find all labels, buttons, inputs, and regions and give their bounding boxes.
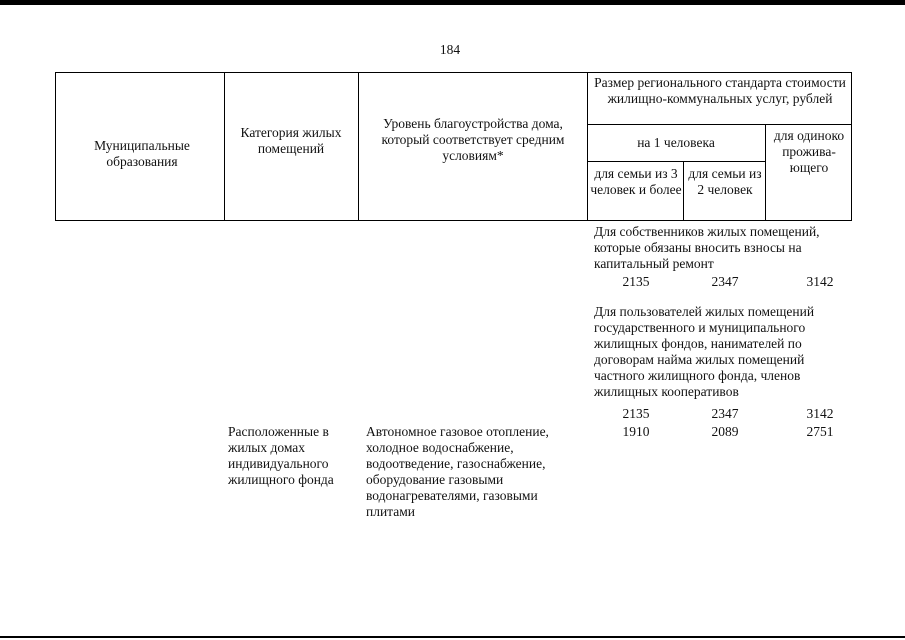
header-single: для одиноко прожива-ющего: [773, 128, 845, 175]
header-family3: для семьи из 3 человек и более: [590, 166, 682, 197]
header-municipality: Муниципальные образования: [94, 138, 190, 169]
individual-value-family2: 2089: [711, 424, 739, 439]
users-value-family2: 2347: [711, 406, 739, 421]
owners-value-single: 3142: [806, 274, 834, 289]
individual-value-single: 2751: [806, 424, 834, 439]
header-per-person: на 1 человека: [637, 135, 715, 150]
row-individual-values: [592, 424, 870, 440]
owners-value-family3: 2135: [622, 274, 650, 289]
bottom-border: [0, 636, 905, 638]
users-values: [592, 406, 870, 422]
users-value-single: 3142: [806, 406, 834, 421]
header-level: Уровень благоустройства дома, который соответствует средним условиям*: [381, 116, 565, 163]
users-value-family3: 2135: [622, 406, 650, 421]
header-family2: для семьи из 2 человек: [688, 166, 762, 197]
row-individual-level: Автономное газовое отопление, холодное водоснабжение, водоотведение, газоснабжение, оборудование газовыми водонагревателями, газовыми плитами: [366, 424, 549, 519]
users-label: Для пользователей жилых помещений государственного и муниципального жилищных фондов, нанимателей по договорам найма жилых помещений частного жилищного фонда, членов жилищных кооперативов: [594, 304, 815, 399]
header-standard: Размер регионального стандарта стоимости жилищно-коммунальных услуг, рублей: [594, 75, 846, 106]
individual-value-family3: 1910: [622, 424, 650, 439]
top-border: [0, 0, 905, 5]
owners-label: Для собственников жилых помещений, которые обязаны вносить взносы на капитальный ремонт: [594, 224, 820, 271]
owners-values: [592, 274, 870, 290]
header-category: Категория жилых помещений: [240, 125, 342, 156]
row-individual-category: Расположенные в жилых домах индивидуального жилищного фонда: [228, 424, 334, 487]
owners-value-family2: 2347: [711, 274, 739, 289]
page-number: 184: [439, 42, 461, 57]
